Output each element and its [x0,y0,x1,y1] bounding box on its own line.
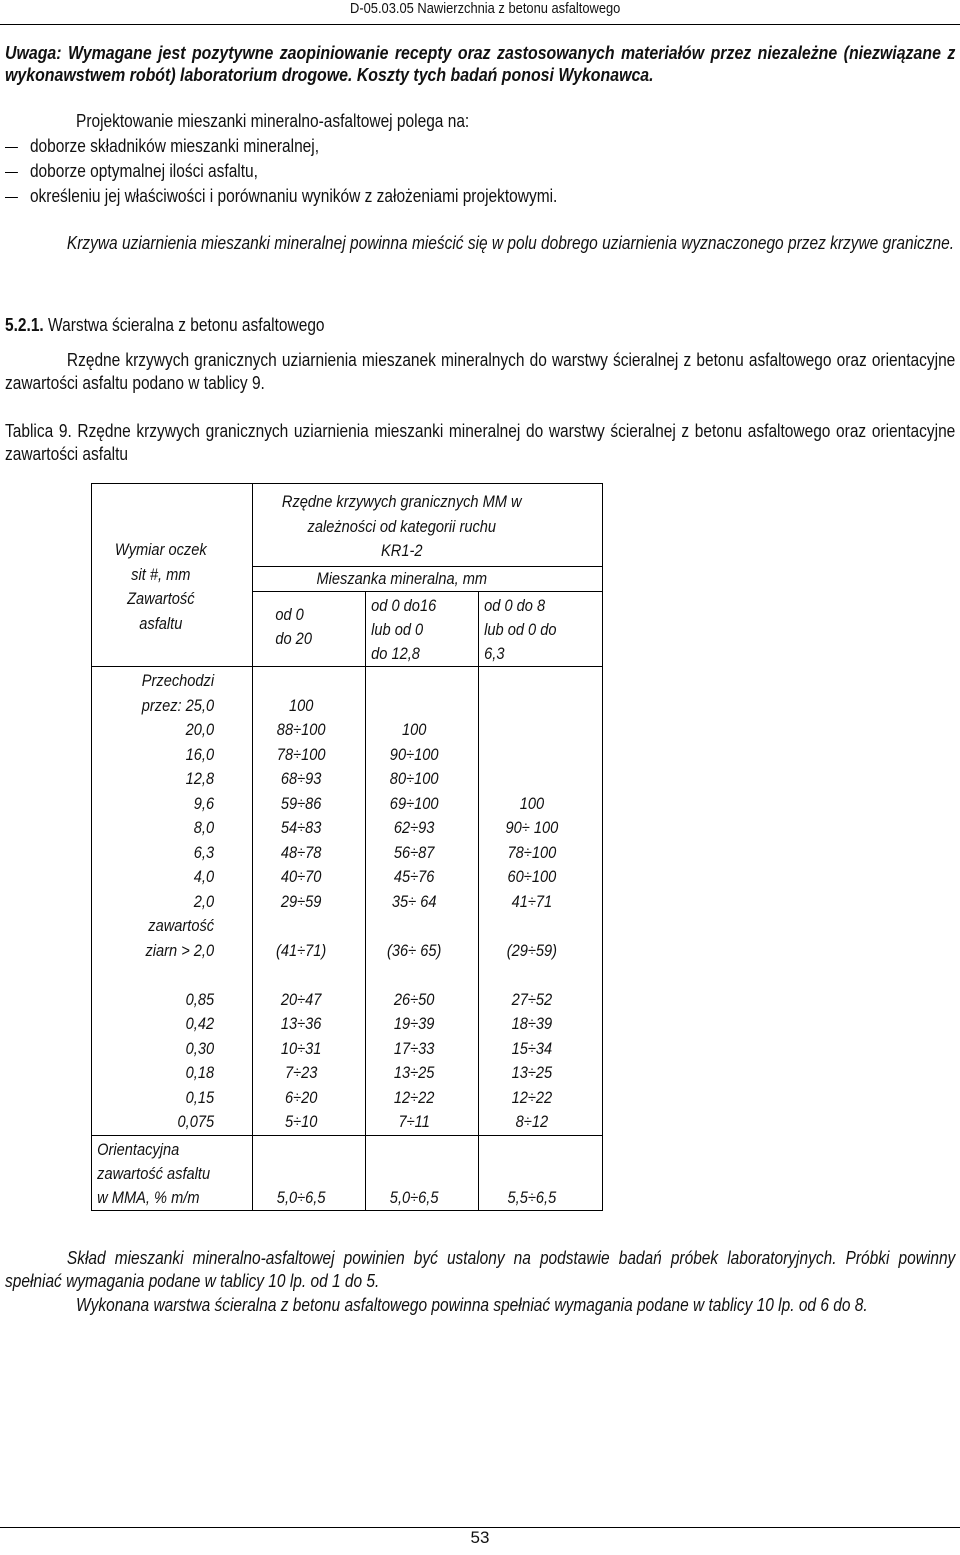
label-column: Przechodzi przez: 25,0 20,0 16,0 12,8 9,6 8,0 6,3 4,0 2,0 zawartość ziarn > 2,0 0,85 0,42 0,30 0,18 0,15 0,075 [92,667,253,1136]
values-column-3: 100 90÷ 100 78÷100 60÷100 41÷71 (29÷59) 27÷52 18÷39 15÷34 13÷25 12÷22 8÷12 [479,667,603,1136]
column-header-3: od 0 do 8 lub od 0 do 6,3 [479,592,603,667]
section-heading: 5.2.1. Warstwa ścieralna z betonu asfaltowego [5,315,325,335]
warning-note: Uwaga: Wymagane jest pozytywne zaopiniowanie recepty oraz zastosowanych materiałów przez niezależne (niezwiązane z wykonawstwem robót) laboratorium drogowe. Koszty tych badań ponosi Wykonawca. [5,42,956,85]
section-paragraph: Rzędne krzywych granicznych uziarnienia mieszanek mineralnych do warstwy ścieralnej z betonu asfaltowego oraz orientacyjne zawartości asfaltu podano w tablicy 9. [5,350,956,393]
page-footer [0,1528,960,1548]
curve-paragraph: Krzywa uziarnienia mieszanki mineralnej powinna mieścić się w polu dobrego uziarnienia wyznaczonego przez krzywe graniczne. [66,233,955,253]
mix-header-cell: Mieszanka mineralna, mm [253,567,603,592]
page-header: D-05.03.05 Nawierzchnia z betonu asfaltowego [349,0,620,17]
top-header-cell: Rzędne krzywych granicznych MM w zależności od kategorii ruchu KR1-2 [253,484,603,567]
closing-paragraph-1: Skład mieszanki mineralno-asfaltowej powinien być ustalony na podstawie badań próbek laboratoryjnych. Próbki powinny spełniać wymagania podane w tablicy 10 lp. od 1 do 5. [5,1248,956,1291]
design-intro: Projektowanie mieszanki mineralno-asfaltowej polega na: [76,111,470,131]
footer-rule [0,1527,960,1528]
asphalt-value-1: 5,0÷6,5 [253,1135,366,1210]
page-number: 53 [470,1528,490,1547]
column-header-1: od 0 do 20 [253,592,366,667]
table-caption: Tablica 9. Rzędne krzywych granicznych uziarnienia mieszanki mineralnej do warstwy ścieralnej z betonu asfaltowego oraz orientacyjne zawartości asfaltu [5,421,956,464]
column-header-2: od 0 do16 lub od 0 do 12,8 [366,592,479,667]
dash-icon [5,147,18,148]
asphalt-value-3: 5,5÷6,5 [479,1135,603,1210]
dash-icon [5,197,18,198]
row-header-cell: Wymiar oczek sit #, mm Zawartość asfaltu [92,484,253,667]
header-rule [0,24,960,25]
values-column-1: 100 88÷100 78÷100 68÷93 59÷86 54÷83 48÷78 40÷70 29÷59 (41÷71) 20÷47 13÷36 10÷31 7÷23 6÷20 5÷10 [253,667,366,1136]
design-item-1: doborze składników mieszanki mineralnej, [5,136,319,157]
grading-table [91,483,603,1211]
values-column-2: 100 90÷100 80÷100 69÷100 62÷93 56÷87 45÷76 35÷ 64 (36÷ 65) 26÷50 19÷39 17÷33 13÷25 12÷22 7÷11 [366,667,479,1136]
closing-paragraph-2: Wykonana warstwa ścieralna z betonu asfaltowego powinna spełniać wymagania podane w tablicy 10 lp. od 6 do 8. [76,1295,868,1315]
dash-icon [5,172,18,173]
asphalt-label-cell: Orientacyjna zawartość asfaltu w MMA, % m/m [92,1135,253,1210]
design-item-3: określeniu jej właściwości i porównaniu wyników z założeniami projektowymi. [5,186,557,207]
design-item-2: doborze optymalnej ilości asfaltu, [5,161,258,182]
asphalt-value-2: 5,0÷6,5 [366,1135,479,1210]
